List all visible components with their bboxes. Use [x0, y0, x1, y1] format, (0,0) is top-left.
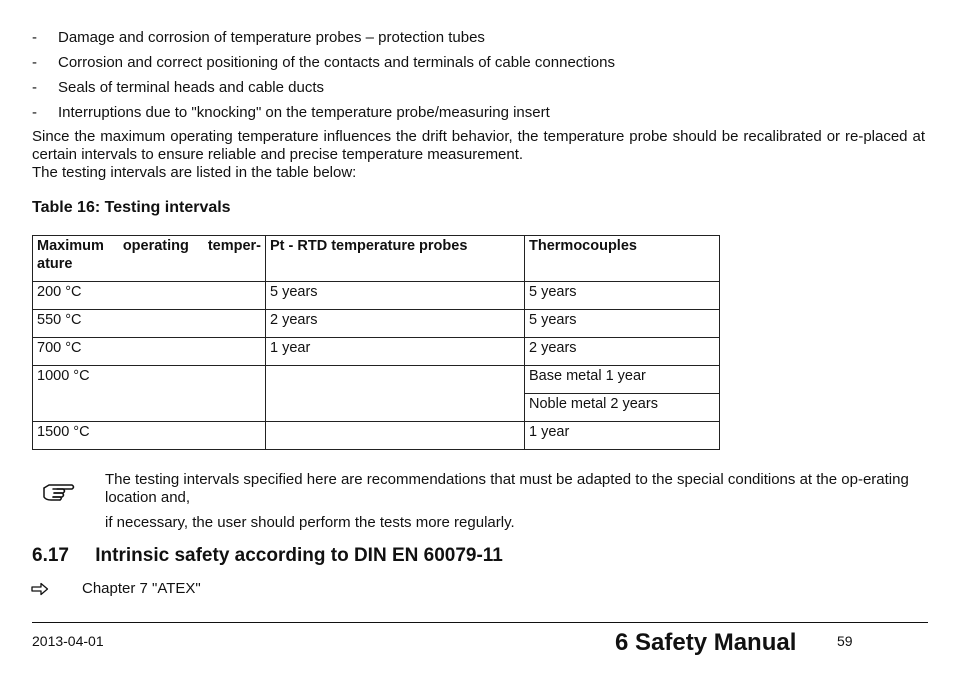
table-row — [33, 338, 720, 366]
paragraph-line: The testing intervals are listed in the table below: — [32, 164, 357, 181]
table-cell: Noble metal 2 years — [525, 394, 720, 422]
table-cell: 2 years — [266, 310, 525, 338]
table-row — [33, 282, 720, 310]
table-row — [33, 366, 720, 394]
table-cell: 5 years — [266, 282, 525, 310]
table-cell: 550 °C — [33, 310, 266, 338]
pointing-hand-icon — [41, 476, 77, 504]
table-cell: 1 year — [525, 422, 720, 450]
header-max-temp: Maximum operating temper-ature — [37, 238, 261, 272]
header-pt-rtd: Pt - RTD temperature probes — [270, 238, 468, 254]
bullet-text: Corrosion and correct positioning of the contacts and terminals of cable connections — [58, 54, 615, 71]
bullet-dash: - — [32, 79, 37, 96]
bullet-text: Interruptions due to "knocking" on the temperature probe/measuring insert — [58, 104, 550, 121]
section-heading — [32, 545, 503, 567]
testing-intervals-table — [32, 235, 720, 450]
section-title: Intrinsic safety according to DIN EN 60079-11 — [95, 545, 503, 566]
header-cell — [525, 236, 720, 282]
section-number: 6.17 — [32, 545, 69, 566]
list-item — [32, 103, 922, 128]
table-cell: 700 °C — [33, 338, 266, 366]
table-cell: Base metal 1 year — [525, 366, 720, 394]
table-cell — [266, 422, 525, 450]
table-cell: 2 years — [525, 338, 720, 366]
note-block — [105, 471, 920, 539]
header-thermocouples: Thermocouples — [529, 238, 637, 254]
footer-divider — [32, 622, 928, 623]
footer-chapter-title: 6 Safety Manual — [615, 629, 797, 656]
table-row — [33, 422, 720, 450]
table-row — [33, 310, 720, 338]
header-cell — [33, 236, 266, 282]
paragraph-line: Since the maximum operating temperature influences the drift behavior, the temperature probe should be recalibrated or re-placed at certain intervals to ensure reliable and precise temperature measurement. — [32, 128, 925, 163]
bullet-dash: - — [32, 54, 37, 71]
chapter-cross-reference-link[interactable]: Chapter 7 "ATEX" — [82, 580, 201, 597]
table-header-row — [33, 236, 720, 282]
bullet-list — [32, 28, 922, 128]
arrow-right-icon — [31, 582, 49, 596]
bullet-text: Seals of terminal heads and cable ducts — [58, 79, 324, 96]
table-caption: Table 16: Testing intervals — [32, 199, 231, 216]
note-line: if necessary, the user should perform the tests more regularly. — [105, 514, 515, 531]
header-cell — [266, 236, 525, 282]
list-item — [32, 78, 922, 103]
table-cell — [266, 366, 525, 422]
bullet-text: Damage and corrosion of temperature probes – protection tubes — [58, 29, 485, 46]
table-cell: 1000 °C — [33, 366, 266, 422]
table-cell: 5 years — [525, 282, 720, 310]
table-cell: 1 year — [266, 338, 525, 366]
table-cell: 5 years — [525, 310, 720, 338]
list-item — [32, 28, 922, 53]
note-line: The testing intervals specified here are recommendations that must be adapted to the special conditions at the op-erating location and, — [105, 471, 909, 506]
bullet-dash: - — [32, 29, 37, 46]
body-paragraph — [32, 128, 925, 182]
table-cell: 1500 °C — [33, 422, 266, 450]
table-cell: 200 °C — [33, 282, 266, 310]
page-number: 59 — [837, 633, 853, 649]
footer-date: 2013-04-01 — [32, 633, 104, 649]
list-item — [32, 53, 922, 78]
bullet-dash: - — [32, 104, 37, 121]
